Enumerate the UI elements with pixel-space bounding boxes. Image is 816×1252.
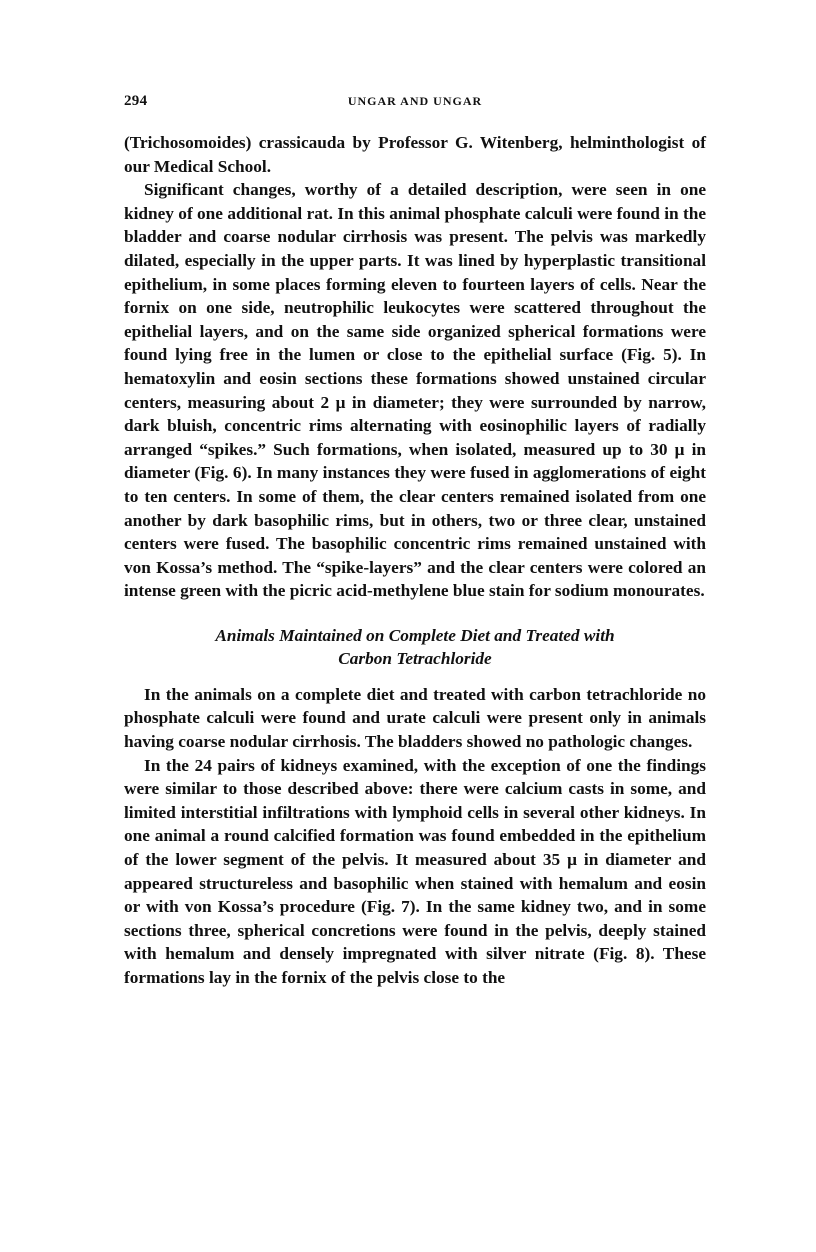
section-heading-line-1: Animals Maintained on Complete Diet and Treated with [215, 625, 615, 645]
paragraph-continuation: (Trichosomoides) crassicauda by Professor G. Witenberg, helminthologist of our Medical School. [124, 133, 706, 176]
body-text [124, 131, 706, 990]
paragraph-complete-diet: In the animals on a complete diet and treated with carbon tetrachloride no phosphate calculi were found and urate calculi were present only in animals having coarse nodular cirrhosis. The bladders showed no pathologic changes. [124, 684, 706, 752]
paragraph-kidneys-examined: In the 24 pairs of kidneys examined, with the exception of one the findings were similar to those described above: there were calcium casts in some, and limited interstitial infiltrations with lymphoid cells in several other kidneys. In one animal a round calcified formation was found embedded in the epithelium of the lower segment of the pelvis. It measured about 35 μ in diameter and appeared structureless and basophilic when stained with hemalum and eosin or with von Kossa’s procedure (Fig. 7). In the same kidney two, and in some sections three, spherical concretions were found in the pelvis, deeply stained with hemalum and densely impregnated with silver nitrate (Fig. 8). These formations lay in the fornix of the pelvis close to the [124, 755, 706, 987]
section-heading-line-2: Carbon Tetrachloride [338, 649, 492, 669]
page-number: 294 [124, 93, 148, 109]
page-header [124, 93, 706, 113]
section-heading [164, 624, 666, 671]
paragraph-significant-changes: Significant changes, worthy of a detailed description, were seen in one kidney of one additional rat. In this animal phosphate calculi were found in the bladder and coarse nodular cirrhosis was present. The pelvis was markedly dilated, especially in the upper parts. It was lined by hyperplastic transitional epithelium, in some places forming eleven to fourteen layers of cells. Near the fornix on one side, neutrophilic leukocytes were scattered throughout the epithelial layers, and on the same side organized spherical formations were found lying free in the lumen or close to the epithelial surface (Fig. 5). In hematoxylin and eosin sections these formations showed unstained circular centers, measuring about 2 μ in diameter; they were surrounded by narrow, dark bluish, concentric rims alternating with eosinophilic layers of radially arranged “spikes.” Such formations, when isolated, measured up to 30 μ in diameter (Fig. 6). In many instances they were fused in agglomerations of eight to ten centers. In some of them, the clear centers remained isolated from one another by dark basophilic rims, but in others, two or three clear, unstained centers were fused. The basophilic concentric rims remained unstained with von Kossa’s method. The “spike-layers” and the clear centers were colored an intense green with the picric acid-methylene blue stain for sodium monourates. [124, 180, 706, 601]
running-head: UNGAR AND UNGAR [347, 94, 483, 108]
